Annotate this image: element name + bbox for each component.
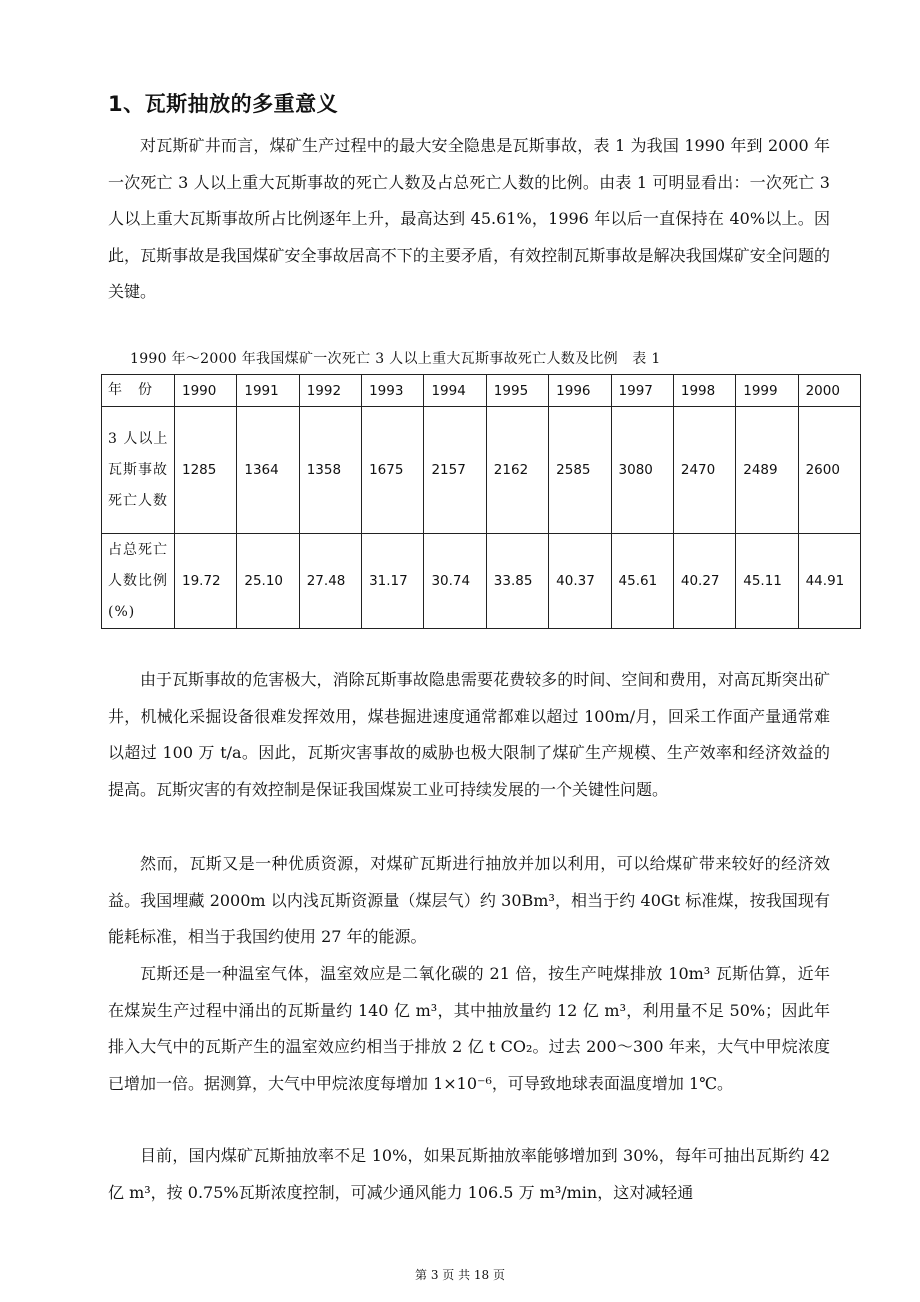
row-header-ratio: 占总死亡人数比例(%) [102,534,175,629]
section-heading: 1、瓦斯抽放的多重意义 [108,92,339,116]
deaths-cell: 2585 [549,407,611,534]
paragraph-5: 目前，国内煤矿瓦斯抽放率不足 10%，如果瓦斯抽放率能够增加到 30%，每年可抽出瓦斯约 42 亿 m³，按 0.75%瓦斯浓度控制，可减少通风能力 106.5 万 m³/min，这对减轻通 [108,1146,830,1202]
year-cell: 1996 [549,375,611,407]
ratio-cell: 25.10 [237,534,299,629]
paragraph-4: 瓦斯还是一种温室气体，温室效应是二氧化碳的 21 倍，按生产吨煤排放 10m³ 瓦斯估算，近年在煤炭生产过程中涌出的瓦斯量约 140 亿 m³，其中抽放量约 12 亿 m³，利用量不足 50%；因此年排入大气中的瓦斯产生的温室效应约相当于排放 2 亿 t CO₂。过去 200～300 年来，大气中甲烷浓度已增加一倍。据测算，大气中甲烷浓度每增加 1×10⁻⁶，可导致地球表面温度增加 1℃。 [108,964,830,1093]
ratio-cell: 40.27 [673,534,735,629]
ratio-cell: 27.48 [299,534,361,629]
ratio-cell: 45.11 [736,534,798,629]
gas-accident-table [101,374,861,629]
year-cell: 1995 [486,375,548,407]
paragraph-2: 由于瓦斯事故的危害极大，消除瓦斯事故隐患需要花费较多的时间、空间和费用，对高瓦斯突出矿井，机械化采掘设备很难发挥效用，煤巷掘进速度通常都难以超过 100m/月，回采工作面产量通常难以超过 100 万 t/a。因此，瓦斯灾害事故的威胁也极大限制了煤矿生产规模、生产效率和经济效益的提高。瓦斯灾害的有效控制是保证我国煤炭工业可持续发展的一个关键性问题。 [108,670,830,799]
deaths-cell: 2162 [486,407,548,534]
deaths-cell: 2489 [736,407,798,534]
deaths-row [102,407,861,534]
page-footer: 第 3 页 共 18 页 [415,1268,505,1282]
row-header-deaths: 3 人以上瓦斯事故死亡人数 [102,407,175,534]
ratio-cell: 44.91 [798,534,860,629]
deaths-cell: 3080 [611,407,673,534]
ratio-row [102,534,861,629]
paragraph-3: 然而，瓦斯又是一种优质资源，对煤矿瓦斯进行抽放并加以利用，可以给煤矿带来较好的经济效益。我国埋藏 2000m 以内浅瓦斯资源量（煤层气）约 30Bm³，相当于约 40Gt 标准煤，按我国现有能耗标准，相当于我国约使用 27 年的能源。 [108,854,830,946]
ratio-cell: 31.17 [362,534,424,629]
year-cell: 1994 [424,375,486,407]
ratio-cell: 40.37 [549,534,611,629]
ratio-cell: 33.85 [486,534,548,629]
deaths-cell: 2157 [424,407,486,534]
year-row [102,375,861,407]
year-cell: 1993 [362,375,424,407]
deaths-cell: 2470 [673,407,735,534]
year-cell: 1999 [736,375,798,407]
deaths-cell: 1285 [175,407,237,534]
year-cell: 1998 [673,375,735,407]
year-cell: 1990 [175,375,237,407]
ratio-cell: 30.74 [424,534,486,629]
deaths-cell: 1358 [299,407,361,534]
year-cell: 1991 [237,375,299,407]
year-cell: 1992 [299,375,361,407]
row-header-year: 年 份 [102,375,175,407]
paragraph-1: 对瓦斯矿井而言，煤矿生产过程中的最大安全隐患是瓦斯事故，表 1 为我国 1990 年到 2000 年一次死亡 3 人以上重大瓦斯事故的死亡人数及占总死亡人数的比例。由表 1 可明显看出：一次死亡 3 人以上重大瓦斯事故所占比例逐年上升，最高达到 45.61%，1996 年以后一直保持在 40%以上。因此，瓦斯事故是我国煤矿安全事故居高不下的主要矛盾，有效控制瓦斯事故是解决我国煤矿安全问题的关键。 [108,136,830,301]
year-cell: 1997 [611,375,673,407]
ratio-cell: 19.72 [175,534,237,629]
deaths-cell: 1364 [237,407,299,534]
deaths-cell: 1675 [362,407,424,534]
ratio-cell: 45.61 [611,534,673,629]
table-caption: 1990 年～2000 年我国煤矿一次死亡 3 人以上重大瓦斯事故死亡人数及比例 表 1 [130,351,661,367]
year-cell: 2000 [798,375,860,407]
deaths-cell: 2600 [798,407,860,534]
